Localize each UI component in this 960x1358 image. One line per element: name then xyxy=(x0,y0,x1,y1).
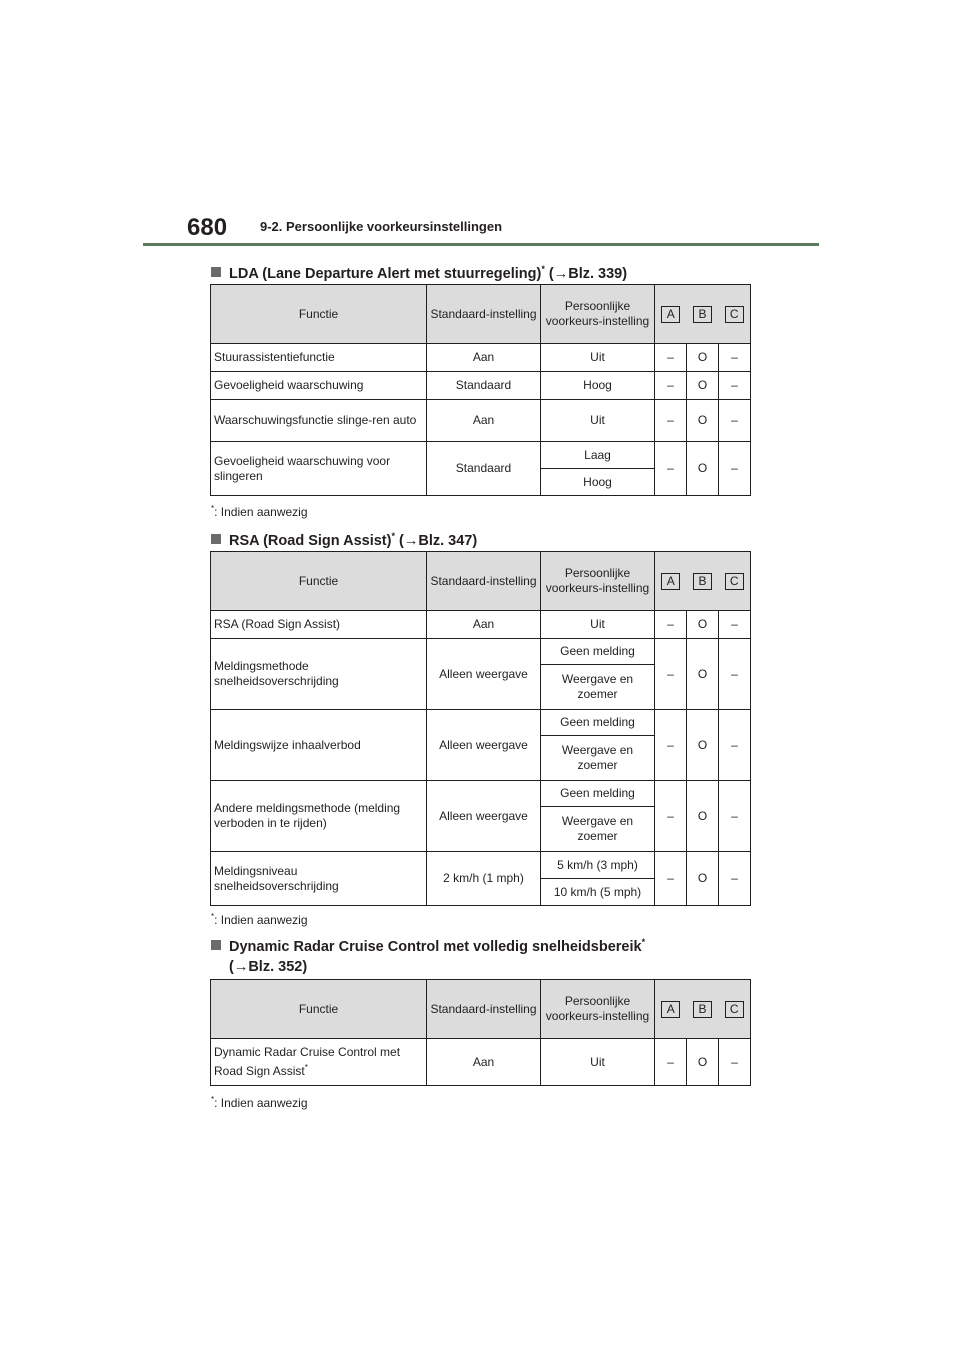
header-default: Standaard-instelling xyxy=(427,552,541,611)
header-function: Functie xyxy=(211,285,427,344)
header-default: Standaard-instelling xyxy=(427,980,541,1039)
column-c-label: C xyxy=(725,1001,744,1018)
table-row: RSA (Road Sign Assist) Aan Uit – O – xyxy=(211,611,751,639)
section-heading-drcc: Dynamic Radar Cruise Control met volledig snelheidsbereik* (→Blz. 352) xyxy=(211,932,645,977)
column-b-label: B xyxy=(693,573,712,590)
table-row: Waarschuwingsfunctie slinge-ren auto Aan Uit – O – xyxy=(211,400,751,442)
header-default: Standaard-instelling xyxy=(427,285,541,344)
column-c-label: C xyxy=(725,573,744,590)
column-a-label: A xyxy=(661,1001,680,1018)
column-b-label: B xyxy=(693,306,712,323)
table-row: Gevoeligheid waarschuwing voor slingeren Standaard Laag – O – xyxy=(211,442,751,469)
table-row: Gevoeligheid waarschuwing Standaard Hoog – O – xyxy=(211,372,751,400)
column-c-label: C xyxy=(725,306,744,323)
table-row: Meldingsniveau snelheidsoverschrijding 2 km/h (1 mph) 5 km/h (3 mph) – O – xyxy=(211,852,751,879)
header-function: Functie xyxy=(211,552,427,611)
square-bullet-icon xyxy=(211,940,221,950)
settings-table-drcc xyxy=(210,979,751,1086)
header-custom: Persoonlijke voorkeurs-instelling xyxy=(541,980,655,1039)
settings-table-lda: Functie Standaard-instelling Persoonlijke voorkeurs-instelling A B C Stuurassistentiefunctie Aan Uit – O – Gevoeligheid waarschuwing Standaard Hoog – O – Waarschuwingsfunctie slinge-ren auto Aan Uit – O – Gevoeligheid waarschuwing voor slingeren Standaard Laag – O – Hoog xyxy=(210,284,751,496)
footnote-drcc: *: Indien aanwezig xyxy=(211,1095,308,1110)
footnote-rsa: *: Indien aanwezig xyxy=(211,912,308,927)
settings-table-rsa: Functie Standaard-instelling Persoonlijke voorkeurs-instelling A B C RSA (Road Sign Assist) Aan Uit – O – Meldingsmethode snelheidsoverschrijding Alleen weergave Geen melding – O – Weergave en zoemer Meldingswijze inhaalverbod Alleen weergave Geen melding – O – Weergave en zoemer Andere meldingsmethode (melding verboden in te rijden) Alleen weergave Geen melding – O – Weergave en zoemer Meldingsniveau snelheidsoverschrijding 2 km/h (1 mph) 5 km/h (3 mph) – O – 10 km/h (5 mph) xyxy=(210,551,751,906)
column-a-label: A xyxy=(661,306,680,323)
table-row: Meldingsmethode snelheidsoverschrijding Alleen weergave Geen melding – O – xyxy=(211,639,751,665)
header-custom: Persoonlijke voorkeurs-instelling xyxy=(541,285,655,344)
header-rule xyxy=(143,243,819,246)
table-row: Stuurassistentiefunctie Aan Uit – O – xyxy=(211,344,751,372)
header-function: Functie xyxy=(211,980,427,1039)
column-b-label: B xyxy=(693,1001,712,1018)
column-a-label: A xyxy=(661,573,680,590)
footnote-lda: *: Indien aanwezig xyxy=(211,504,308,519)
square-bullet-icon xyxy=(211,267,221,277)
page-number: 680 xyxy=(187,214,228,241)
table-row: Andere meldingsmethode (melding verboden in te rijden) Alleen weergave Geen melding – O – xyxy=(211,781,751,807)
square-bullet-icon xyxy=(211,534,221,544)
table-row: Meldingswijze inhaalverbod Alleen weergave Geen melding – O – xyxy=(211,710,751,736)
section-heading-lda: LDA (Lane Departure Alert met stuurregeling)* (→Blz. 339) xyxy=(211,259,627,284)
header-custom: Persoonlijke voorkeurs-instelling xyxy=(541,552,655,611)
table-row: Dynamic Radar Cruise Control met Road Sign Assist* Aan Uit – O – xyxy=(211,1039,751,1086)
chapter-title: 9-2. Persoonlijke voorkeursinstellingen xyxy=(260,219,503,234)
section-heading-rsa: RSA (Road Sign Assist)* (→Blz. 347) xyxy=(211,526,477,551)
